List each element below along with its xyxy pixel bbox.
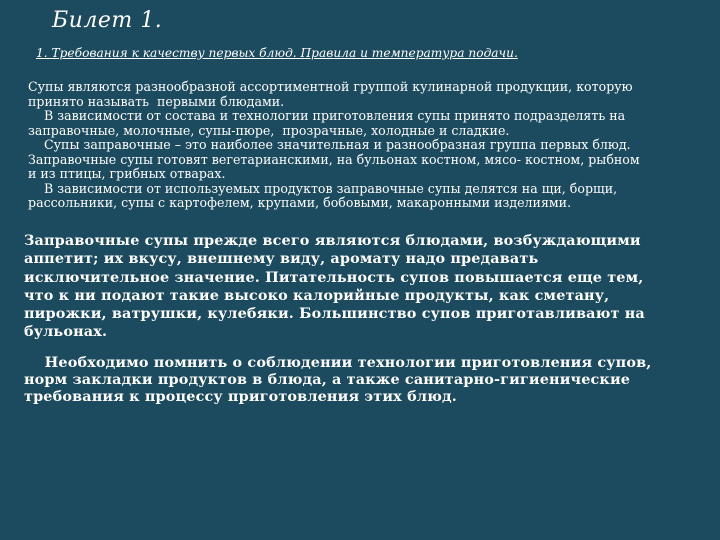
paragraph-line: бульонах. (24, 323, 108, 341)
paragraph-line: аппетит; их вкусу, внешнему виду, аромату надо предавать (24, 250, 539, 268)
paragraph-line: норм закладки продуктов в блюда, а также санитарно-гигиенические (24, 371, 631, 388)
intro-line: заправочные, молочные, супы-пюре, прозрачные, холодные и сладкие. (24, 122, 510, 138)
intro-text-block (24, 80, 696, 211)
intro-line: Заправочные супы готовят вегетарианскими, на бульонах костном, мясо- костном, рыбном (24, 151, 640, 167)
paragraph-sanitary (24, 354, 704, 405)
paragraph-line: что к ни подают такие высоко калорийные продукты, как сметану, (24, 286, 610, 304)
paragraph-appetite (24, 232, 704, 342)
paragraph-line: исключительное значение. Питательность супов повышается еще тем, (24, 268, 644, 286)
paragraph-line: пирожки, ватрушки, кулебяки. Большинство супов приготавливают на (24, 305, 645, 323)
intro-line: принято называть первыми блюдами. (24, 93, 285, 109)
slide-title: Билет 1. (52, 8, 163, 33)
intro-line: В зависимости от состава и технологии приготовления супы принято подразделять на (24, 108, 626, 123)
paragraph-line: Заправочные супы прежде всего являются блюдами, возбуждающими (24, 232, 641, 249)
paragraph-line: Необходимо помнить о соблюдении технологии приготовления супов, (24, 354, 652, 371)
slide-subtitle: 1. Требования к качеству первых блюд. Правила и температура подачи. (36, 46, 518, 60)
intro-line: В зависимости от используемых продуктов заправочные супы делятся на щи, борщи, (24, 180, 618, 196)
intro-line: Супы заправочные – это наиболее значительная и разнообразная группа первых блюд. (24, 137, 631, 152)
intro-line: Супы являются разнообразной ассортиментной группой кулинарной продукции, которую (24, 79, 633, 94)
intro-line: и из птицы, грибных отварах. (24, 166, 226, 181)
intro-line: рассольники, супы с картофелем, крупами, бобовыми, макаронными изделиями. (24, 195, 572, 210)
paragraph-line: требования к процессу приготовления этих блюд. (24, 388, 457, 405)
